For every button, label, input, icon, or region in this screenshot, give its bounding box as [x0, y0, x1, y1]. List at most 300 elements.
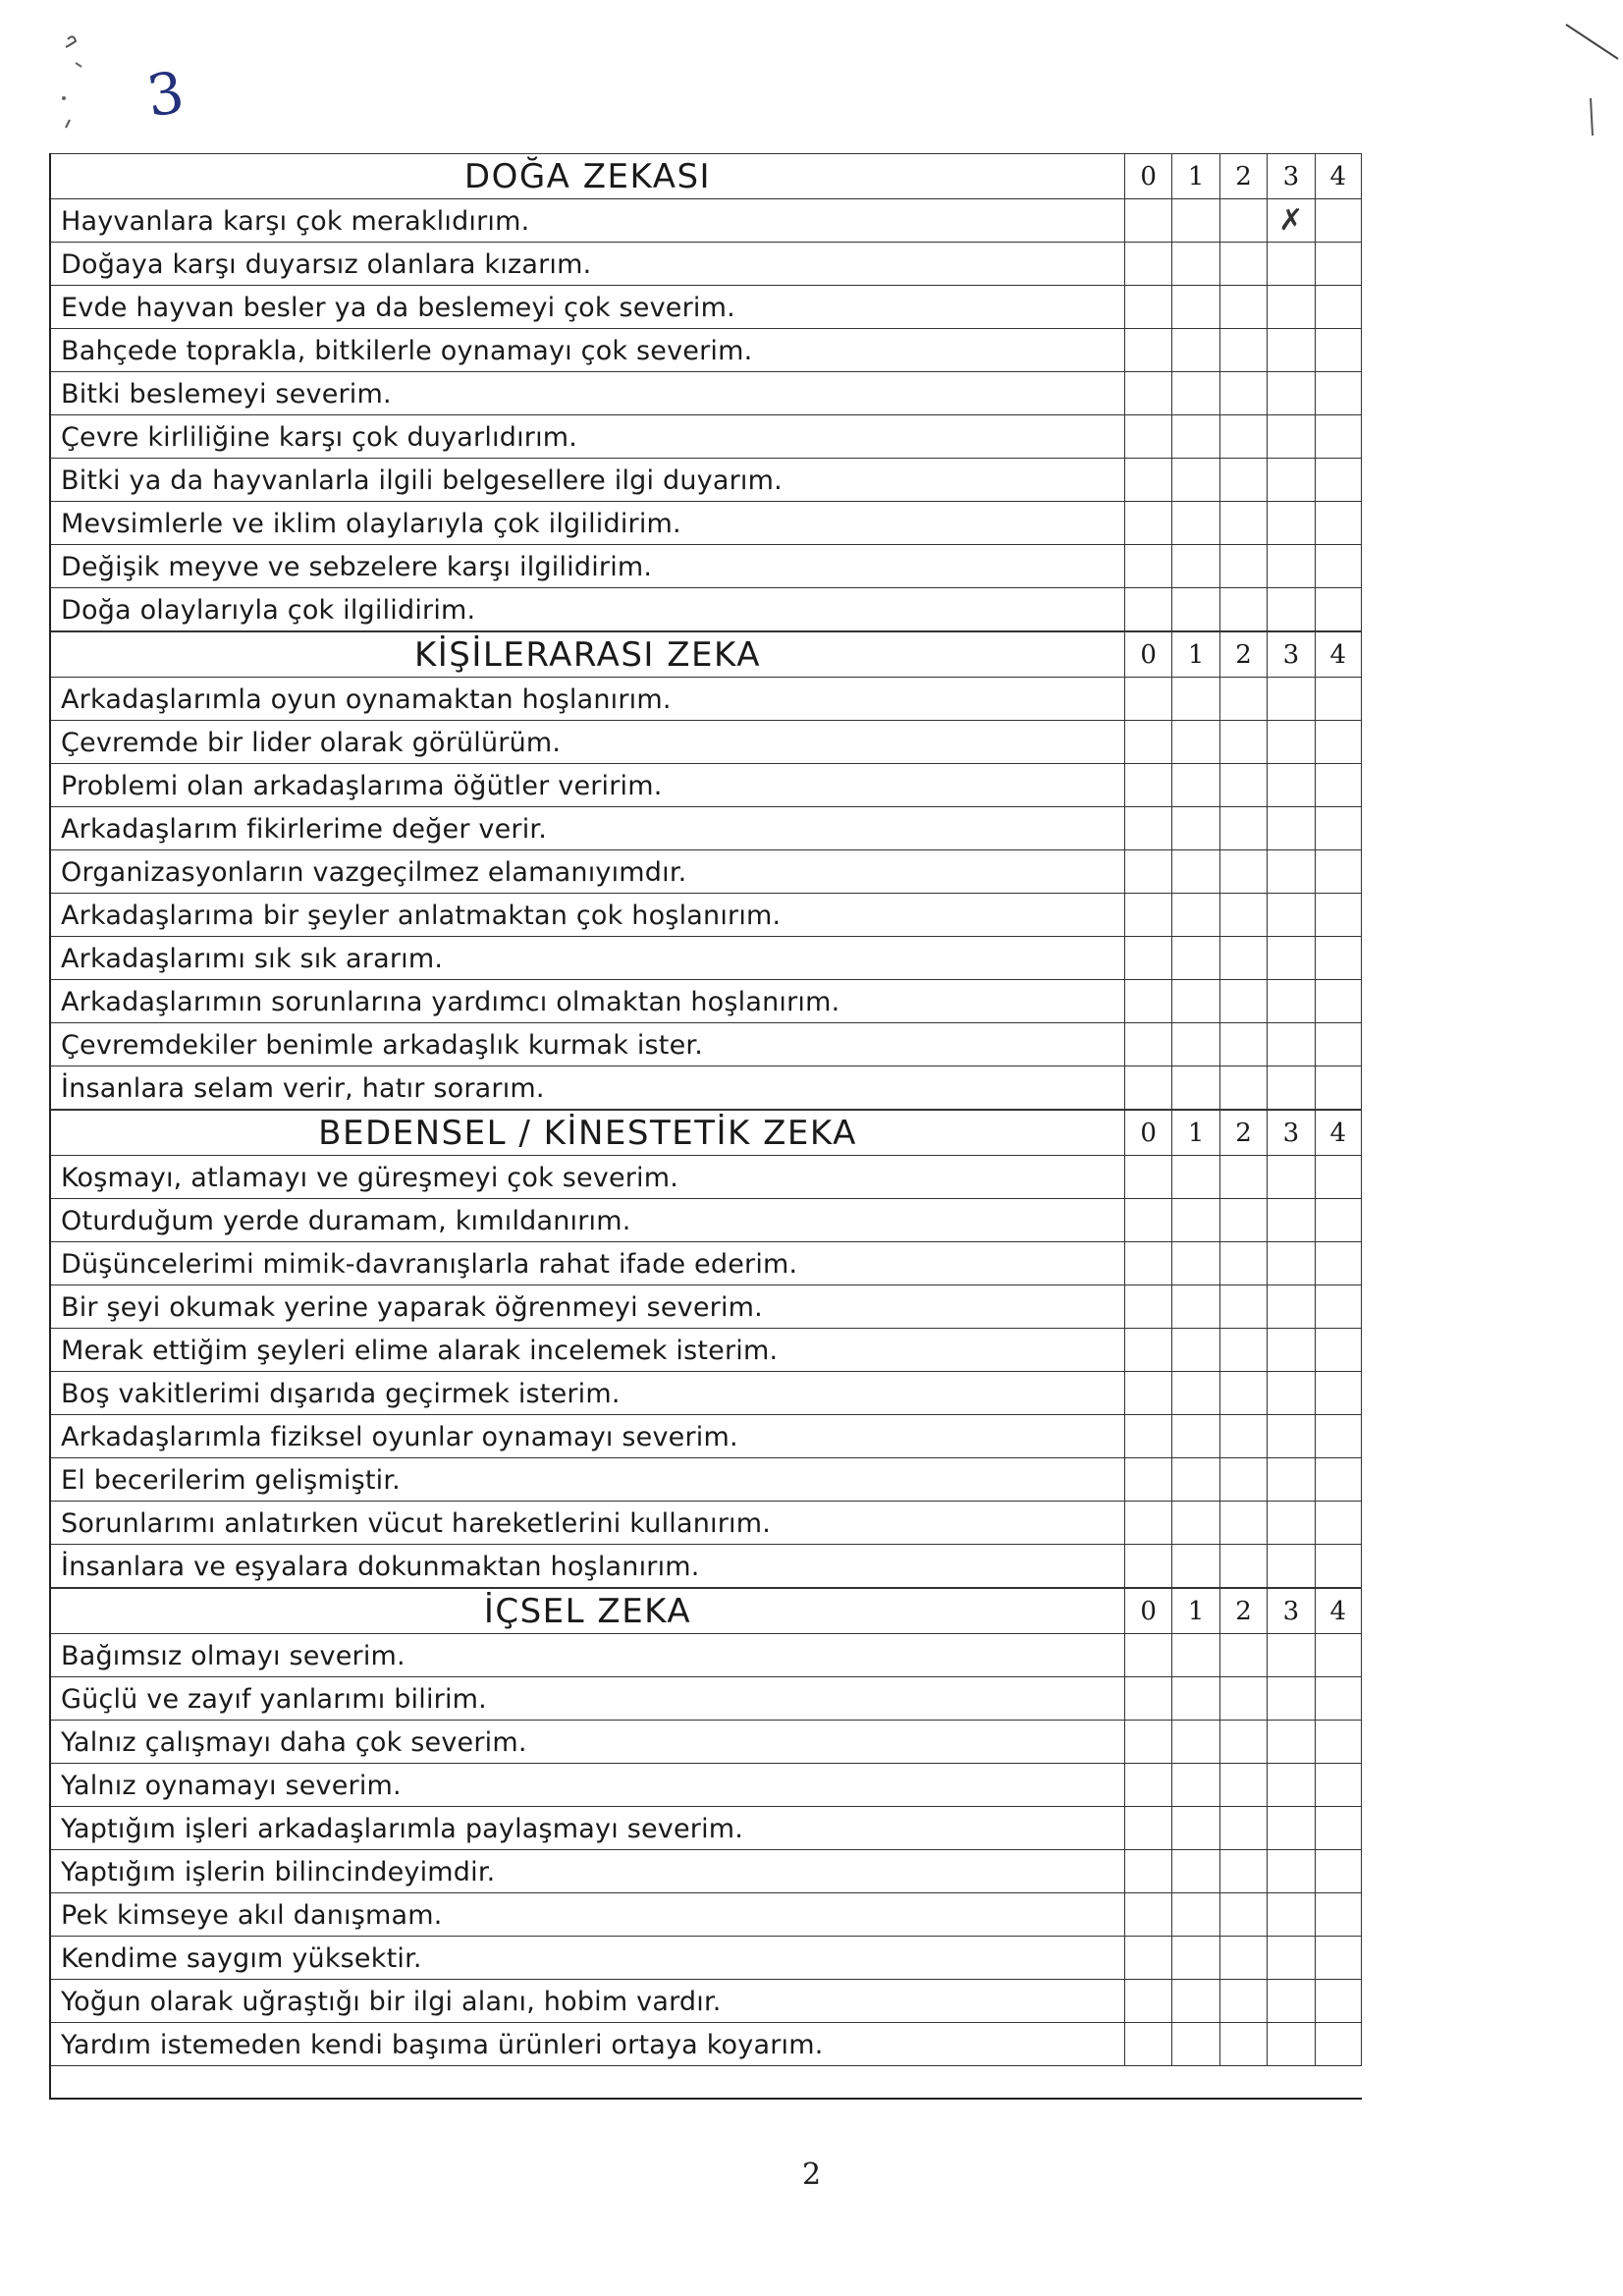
rating-cell-2[interactable]: [1219, 1023, 1267, 1066]
rating-cell-0[interactable]: [1124, 1199, 1171, 1242]
scale-label: 1: [1171, 153, 1218, 199]
rating-cell-4[interactable]: [1315, 1764, 1362, 1807]
rating-cell-3[interactable]: [1267, 1721, 1314, 1764]
rating-cell-1[interactable]: [1171, 937, 1218, 980]
rating-cell-4[interactable]: [1315, 764, 1362, 807]
rating-cell-4[interactable]: [1315, 1502, 1362, 1545]
rating-cell-3[interactable]: [1267, 372, 1314, 415]
rating-cell-2[interactable]: [1219, 1545, 1267, 1588]
rating-cell-4[interactable]: [1315, 1937, 1362, 1980]
rating-cell-2[interactable]: [1219, 1285, 1267, 1329]
statement-row: [51, 588, 1362, 631]
statement-text: Boş vakitlerimi dışarıda geçirmek isterim.: [51, 1372, 1124, 1415]
rating-cell-2[interactable]: [1219, 372, 1267, 415]
rating-cells: [1124, 502, 1362, 545]
rating-cell-2[interactable]: [1219, 721, 1267, 764]
statement-row: [51, 1677, 1362, 1721]
scale-label: 0: [1124, 153, 1171, 199]
statement-row: [51, 329, 1362, 372]
rating-cell-1[interactable]: [1171, 1893, 1218, 1937]
rating-cell-0[interactable]: [1124, 1545, 1171, 1588]
rating-cell-2[interactable]: [1219, 764, 1267, 807]
scale-label: 4: [1315, 1588, 1362, 1634]
rating-cell-2[interactable]: [1219, 415, 1267, 459]
rating-cell-1[interactable]: [1171, 1066, 1218, 1110]
rating-cell-3[interactable]: [1267, 894, 1314, 937]
rating-cell-3[interactable]: [1267, 1156, 1314, 1199]
rating-cell-0[interactable]: [1124, 980, 1171, 1023]
rating-cell-3[interactable]: [1267, 243, 1314, 286]
rating-cell-4[interactable]: [1315, 329, 1362, 372]
rating-cells: [1124, 1372, 1362, 1415]
scale-label: 3: [1267, 631, 1314, 678]
rating-cells: [1124, 545, 1362, 588]
rating-cell-3[interactable]: [1267, 1634, 1314, 1677]
rating-cell-1[interactable]: [1171, 199, 1218, 243]
statement-row: [51, 1458, 1362, 1502]
rating-cell-0[interactable]: [1124, 937, 1171, 980]
rating-cell-3[interactable]: [1267, 721, 1314, 764]
rating-cell-1[interactable]: [1171, 1764, 1218, 1807]
rating-cell-0[interactable]: [1124, 1937, 1171, 1980]
rating-cell-4[interactable]: [1315, 1850, 1362, 1893]
rating-cell-2[interactable]: [1219, 199, 1267, 243]
rating-cell-4[interactable]: [1315, 1415, 1362, 1458]
rating-cell-2[interactable]: [1219, 459, 1267, 502]
rating-cell-0[interactable]: [1124, 1458, 1171, 1502]
rating-cell-2[interactable]: [1219, 1980, 1267, 2023]
rating-cells: [1124, 1199, 1362, 1242]
statement-text: Arkadaşlarıma bir şeyler anlatmaktan çok hoşlanırım.: [51, 894, 1124, 937]
rating-cell-0[interactable]: [1124, 894, 1171, 937]
statement-row: [51, 1285, 1362, 1329]
rating-cell-4[interactable]: [1315, 502, 1362, 545]
rating-cells: [1124, 1807, 1362, 1850]
statement-row: [51, 937, 1362, 980]
rating-cell-1[interactable]: [1171, 1285, 1218, 1329]
rating-cell-2[interactable]: [1219, 1807, 1267, 1850]
statement-text: Doğaya karşı duyarsız olanlara kızarım.: [51, 243, 1124, 286]
rating-cell-2[interactable]: [1219, 1764, 1267, 1807]
section-header-row: [51, 1588, 1362, 1634]
rating-cell-3[interactable]: [1267, 1372, 1314, 1415]
rating-cells: [1124, 1721, 1362, 1764]
statement-row: [51, 1850, 1362, 1893]
rating-cell-2[interactable]: [1219, 2023, 1267, 2066]
rating-cell-4[interactable]: [1315, 1285, 1362, 1329]
section-header-row: [51, 153, 1362, 199]
rating-cell-4[interactable]: [1315, 1023, 1362, 1066]
rating-cell-2[interactable]: [1219, 1502, 1267, 1545]
statement-text: Arkadaşlarımla fiziksel oyunlar oynamayı severim.: [51, 1415, 1124, 1458]
rating-cell-2[interactable]: [1219, 1937, 1267, 1980]
rating-cell-1[interactable]: [1171, 1415, 1218, 1458]
rating-cell-1[interactable]: [1171, 1199, 1218, 1242]
statement-row: [51, 1502, 1362, 1545]
rating-cell-2[interactable]: [1219, 1242, 1267, 1285]
rating-cell-3[interactable]: [1267, 502, 1314, 545]
rating-cell-0[interactable]: [1124, 329, 1171, 372]
rating-cell-2[interactable]: [1219, 1156, 1267, 1199]
statement-row: [51, 1937, 1362, 1980]
statement-text: Oturduğum yerde duramam, kımıldanırım.: [51, 1199, 1124, 1242]
rating-cell-0[interactable]: [1124, 199, 1171, 243]
statement-row: [51, 545, 1362, 588]
statement-row: [51, 1545, 1362, 1588]
rating-cell-0[interactable]: [1124, 243, 1171, 286]
rating-cell-4[interactable]: [1315, 980, 1362, 1023]
statement-row: [51, 764, 1362, 807]
rating-cell-4[interactable]: [1315, 1545, 1362, 1588]
statement-text: Yardım istemeden kendi başıma ürünleri ortaya koyarım.: [51, 2023, 1124, 2066]
rating-cell-4[interactable]: [1315, 1066, 1362, 1110]
rating-cell-1[interactable]: [1171, 459, 1218, 502]
rating-cell-4[interactable]: [1315, 286, 1362, 329]
rating-cell-2[interactable]: [1219, 1721, 1267, 1764]
statement-text: Bahçede toprakla, bitkilerle oynamayı çok severim.: [51, 329, 1124, 372]
rating-cell-4[interactable]: [1315, 1807, 1362, 1850]
statement-text: El becerilerim gelişmiştir.: [51, 1458, 1124, 1502]
statement-row: [51, 894, 1362, 937]
rating-cell-2[interactable]: [1219, 1066, 1267, 1110]
statement-text: Problemi olan arkadaşlarıma öğütler veririm.: [51, 764, 1124, 807]
rating-cell-2[interactable]: [1219, 502, 1267, 545]
survey-section: [51, 1110, 1362, 1588]
rating-cell-0[interactable]: [1124, 1415, 1171, 1458]
statement-text: İnsanlara ve eşyalara dokunmaktan hoşlanırım.: [51, 1545, 1124, 1588]
scale-label: 1: [1171, 1110, 1218, 1156]
rating-cell-1[interactable]: [1171, 1372, 1218, 1415]
statement-row: [51, 243, 1362, 286]
rating-cell-2[interactable]: [1219, 1329, 1267, 1372]
rating-cells: [1124, 415, 1362, 459]
rating-cell-2[interactable]: [1219, 807, 1267, 850]
rating-cell-1[interactable]: [1171, 415, 1218, 459]
rating-cell-1[interactable]: [1171, 980, 1218, 1023]
statement-text: Bir şeyi okumak yerine yaparak öğrenmeyi severim.: [51, 1285, 1124, 1329]
statement-text: Güçlü ve zayıf yanlarımı bilirim.: [51, 1677, 1124, 1721]
rating-cells: [1124, 1415, 1362, 1458]
rating-cells: [1124, 2023, 1362, 2066]
statement-text: Organizasyonların vazgeçilmez elamanıyımdır.: [51, 850, 1124, 894]
rating-cell-1[interactable]: [1171, 1458, 1218, 1502]
rating-cells: [1124, 1893, 1362, 1937]
rating-cell-1[interactable]: [1171, 502, 1218, 545]
scale-label: 3: [1267, 1110, 1314, 1156]
rating-cell-4[interactable]: [1315, 1372, 1362, 1415]
rating-cell-3[interactable]: [1267, 1329, 1314, 1372]
rating-cell-2[interactable]: [1219, 1372, 1267, 1415]
rating-cell-4[interactable]: [1315, 1634, 1362, 1677]
rating-cell-0[interactable]: [1124, 1980, 1171, 2023]
statement-text: Pek kimseye akıl danışmam.: [51, 1893, 1124, 1937]
statement-row: [51, 372, 1362, 415]
rating-cell-1[interactable]: [1171, 243, 1218, 286]
scale-header: [1124, 153, 1362, 199]
survey-section: [51, 1588, 1362, 2066]
scale-label: 2: [1219, 1588, 1267, 1634]
rating-cells: [1124, 199, 1362, 243]
rating-cells: [1124, 937, 1362, 980]
rating-cell-4[interactable]: [1315, 372, 1362, 415]
rating-cell-2[interactable]: [1219, 588, 1267, 631]
rating-cells: [1124, 807, 1362, 850]
rating-cells: [1124, 459, 1362, 502]
rating-cell-3[interactable]: [1267, 1242, 1314, 1285]
statement-row: [51, 1980, 1362, 2023]
scale-label: 0: [1124, 1110, 1171, 1156]
rating-cell-0[interactable]: [1124, 415, 1171, 459]
rating-cell-3[interactable]: [1267, 1066, 1314, 1110]
rating-cell-3[interactable]: [1267, 807, 1314, 850]
rating-cell-3[interactable]: [1267, 2023, 1314, 2066]
rating-cell-4[interactable]: [1315, 1893, 1362, 1937]
rating-cell-3[interactable]: [1267, 1807, 1314, 1850]
rating-cell-2[interactable]: [1219, 678, 1267, 721]
rating-cell-0[interactable]: [1124, 1285, 1171, 1329]
rating-cell-3[interactable]: [1267, 329, 1314, 372]
rating-cell-2[interactable]: [1219, 1415, 1267, 1458]
statement-row: [51, 1023, 1362, 1066]
rating-cell-0[interactable]: [1124, 764, 1171, 807]
survey-table: [49, 153, 1362, 2100]
rating-cell-3[interactable]: [1267, 459, 1314, 502]
statement-text: Çevremde bir lider olarak görülürüm.: [51, 721, 1124, 764]
statement-row: [51, 1721, 1362, 1764]
rating-cells: [1124, 1980, 1362, 2023]
rating-cell-0[interactable]: [1124, 1764, 1171, 1807]
rating-cell-0[interactable]: [1124, 1329, 1171, 1372]
rating-cell-4[interactable]: [1315, 1980, 1362, 2023]
rating-cell-0[interactable]: [1124, 459, 1171, 502]
statement-row: [51, 721, 1362, 764]
rating-cell-0[interactable]: [1124, 678, 1171, 721]
rating-cell-0[interactable]: [1124, 588, 1171, 631]
rating-cell-4[interactable]: [1315, 807, 1362, 850]
rating-cell-1[interactable]: [1171, 286, 1218, 329]
statement-text: Bitki ya da hayvanlarla ilgili belgesellere ilgi duyarım.: [51, 459, 1124, 502]
rating-cell-4[interactable]: [1315, 721, 1362, 764]
rating-cell-1[interactable]: [1171, 1807, 1218, 1850]
rating-cell-0[interactable]: [1124, 1242, 1171, 1285]
rating-cell-1[interactable]: [1171, 678, 1218, 721]
rating-cell-1[interactable]: [1171, 1634, 1218, 1677]
rating-cells: [1124, 1329, 1362, 1372]
statement-row: [51, 1764, 1362, 1807]
rating-cell-1[interactable]: [1171, 372, 1218, 415]
rating-cell-1[interactable]: [1171, 1721, 1218, 1764]
scale-label: 4: [1315, 631, 1362, 678]
rating-cell-1[interactable]: [1171, 588, 1218, 631]
rating-cell-4[interactable]: [1315, 243, 1362, 286]
rating-cell-0[interactable]: [1124, 1850, 1171, 1893]
rating-cell-0[interactable]: [1124, 545, 1171, 588]
rating-cell-1[interactable]: [1171, 1156, 1218, 1199]
rating-cell-1[interactable]: [1171, 545, 1218, 588]
rating-cell-0[interactable]: [1124, 850, 1171, 894]
rating-cell-0[interactable]: [1124, 1634, 1171, 1677]
rating-cell-3[interactable]: [1267, 1502, 1314, 1545]
rating-cell-2[interactable]: [1219, 850, 1267, 894]
rating-cell-4[interactable]: [1315, 199, 1362, 243]
rating-cell-1[interactable]: [1171, 1502, 1218, 1545]
rating-cell-2[interactable]: [1219, 243, 1267, 286]
rating-cell-3[interactable]: [1267, 415, 1314, 459]
rating-cell-0[interactable]: [1124, 721, 1171, 764]
rating-cell-0[interactable]: [1124, 1156, 1171, 1199]
statement-row: [51, 199, 1362, 243]
rating-cell-4[interactable]: [1315, 1156, 1362, 1199]
rating-cell-1[interactable]: [1171, 1937, 1218, 1980]
rating-cell-4[interactable]: [1315, 2023, 1362, 2066]
statement-row: [51, 502, 1362, 545]
statement-text: Yaptığım işleri arkadaşlarımla paylaşmayı severim.: [51, 1807, 1124, 1850]
scale-label: 3: [1267, 1588, 1314, 1634]
statement-text: Sorunlarımı anlatırken vücut hareketlerini kullanırım.: [51, 1502, 1124, 1545]
section-title: İÇSEL ZEKA: [51, 1588, 1124, 1634]
scan-specks: [54, 29, 133, 137]
rating-cell-0[interactable]: [1124, 2023, 1171, 2066]
statement-row: [51, 807, 1362, 850]
rating-cell-3[interactable]: [1267, 588, 1314, 631]
rating-cell-4[interactable]: [1315, 937, 1362, 980]
rating-cells: [1124, 588, 1362, 631]
rating-cell-2[interactable]: [1219, 1850, 1267, 1893]
rating-cell-3[interactable]: [1267, 980, 1314, 1023]
statement-text: Bağımsız olmayı severim.: [51, 1634, 1124, 1677]
rating-cell-2[interactable]: [1219, 329, 1267, 372]
rating-cell-2[interactable]: [1219, 1458, 1267, 1502]
statement-text: İnsanlara selam verir, hatır sorarım.: [51, 1066, 1124, 1110]
rating-cell-1[interactable]: [1171, 1677, 1218, 1721]
rating-cell-1[interactable]: [1171, 1023, 1218, 1066]
rating-cell-1[interactable]: [1171, 764, 1218, 807]
rating-cell-2[interactable]: [1219, 286, 1267, 329]
rating-cell-3[interactable]: [1267, 199, 1314, 243]
rating-cell-2[interactable]: [1219, 980, 1267, 1023]
rating-cell-1[interactable]: [1171, 1242, 1218, 1285]
rating-cell-1[interactable]: [1171, 807, 1218, 850]
rating-cell-3[interactable]: [1267, 1458, 1314, 1502]
rating-cell-0[interactable]: [1124, 502, 1171, 545]
rating-cell-2[interactable]: [1219, 894, 1267, 937]
rating-cell-0[interactable]: [1124, 1807, 1171, 1850]
rating-cell-3[interactable]: [1267, 1980, 1314, 2023]
rating-cell-0[interactable]: [1124, 1721, 1171, 1764]
statement-text: Doğa olaylarıyla çok ilgilidirim.: [51, 588, 1124, 631]
rating-cell-0[interactable]: [1124, 286, 1171, 329]
rating-cell-1[interactable]: [1171, 1980, 1218, 2023]
statement-text: Yoğun olarak uğraştığı bir ilgi alanı, hobim vardır.: [51, 1980, 1124, 2023]
rating-cell-2[interactable]: [1219, 1199, 1267, 1242]
rating-cell-0[interactable]: [1124, 372, 1171, 415]
rating-cell-4[interactable]: [1315, 545, 1362, 588]
rating-cell-2[interactable]: [1219, 1893, 1267, 1937]
rating-cell-3[interactable]: [1267, 1850, 1314, 1893]
rating-cell-3[interactable]: [1267, 1764, 1314, 1807]
rating-cell-3[interactable]: [1267, 1285, 1314, 1329]
rating-cell-1[interactable]: [1171, 721, 1218, 764]
rating-cell-4[interactable]: [1315, 459, 1362, 502]
rating-cell-2[interactable]: [1219, 1677, 1267, 1721]
statement-row: [51, 850, 1362, 894]
rating-cell-1[interactable]: [1171, 1545, 1218, 1588]
rating-cell-3[interactable]: [1267, 545, 1314, 588]
rating-cells: [1124, 1545, 1362, 1588]
rating-cell-4[interactable]: [1315, 850, 1362, 894]
rating-cell-1[interactable]: [1171, 850, 1218, 894]
rating-cell-3[interactable]: [1267, 678, 1314, 721]
rating-cell-1[interactable]: [1171, 1850, 1218, 1893]
rating-cell-0[interactable]: [1124, 1066, 1171, 1110]
statement-row: [51, 1242, 1362, 1285]
rating-cell-4[interactable]: [1315, 588, 1362, 631]
statement-text: Yalnız çalışmayı daha çok severim.: [51, 1721, 1124, 1764]
rating-cell-3[interactable]: [1267, 1545, 1314, 1588]
rating-cell-3[interactable]: [1267, 937, 1314, 980]
rating-cells: [1124, 372, 1362, 415]
rating-cell-3[interactable]: [1267, 850, 1314, 894]
rating-cells: [1124, 1066, 1362, 1110]
statement-row: [51, 415, 1362, 459]
rating-cell-4[interactable]: [1315, 1199, 1362, 1242]
rating-cell-4[interactable]: [1315, 1329, 1362, 1372]
rating-cell-4[interactable]: [1315, 415, 1362, 459]
section-title: KİŞİLERARASI ZEKA: [51, 631, 1124, 678]
statement-text: Koşmayı, atlamayı ve güreşmeyi çok severim.: [51, 1156, 1124, 1199]
scale-label: 4: [1315, 1110, 1362, 1156]
rating-cell-1[interactable]: [1171, 894, 1218, 937]
rating-cell-3[interactable]: [1267, 1415, 1314, 1458]
statement-row: [51, 980, 1362, 1023]
section-header-row: [51, 1110, 1362, 1156]
rating-cell-0[interactable]: [1124, 1372, 1171, 1415]
rating-cell-1[interactable]: [1171, 329, 1218, 372]
rating-cell-3[interactable]: [1267, 1893, 1314, 1937]
rating-cell-0[interactable]: [1124, 1677, 1171, 1721]
rating-cell-3[interactable]: [1267, 1937, 1314, 1980]
rating-cell-0[interactable]: [1124, 1023, 1171, 1066]
rating-cell-3[interactable]: [1267, 1199, 1314, 1242]
rating-cell-4[interactable]: [1315, 894, 1362, 937]
rating-cell-0[interactable]: [1124, 1502, 1171, 1545]
rating-cell-2[interactable]: [1219, 937, 1267, 980]
rating-cell-1[interactable]: [1171, 2023, 1218, 2066]
rating-cell-4[interactable]: [1315, 1458, 1362, 1502]
rating-cells: [1124, 678, 1362, 721]
rating-cells: [1124, 894, 1362, 937]
rating-cell-2[interactable]: [1219, 1634, 1267, 1677]
rating-cells: [1124, 1764, 1362, 1807]
rating-cell-3[interactable]: [1267, 1677, 1314, 1721]
survey-section: [51, 153, 1362, 631]
rating-cell-3[interactable]: [1267, 1023, 1314, 1066]
statement-row: [51, 1807, 1362, 1850]
rating-cell-4[interactable]: [1315, 1721, 1362, 1764]
rating-cell-4[interactable]: [1315, 1677, 1362, 1721]
rating-cell-0[interactable]: [1124, 807, 1171, 850]
rating-cell-2[interactable]: [1219, 545, 1267, 588]
rating-cell-4[interactable]: [1315, 1242, 1362, 1285]
rating-cell-3[interactable]: [1267, 286, 1314, 329]
scale-label: 3: [1267, 153, 1314, 199]
statement-text: Hayvanlara karşı çok meraklıdırım.: [51, 199, 1124, 243]
rating-cell-0[interactable]: [1124, 1893, 1171, 1937]
rating-cell-4[interactable]: [1315, 678, 1362, 721]
rating-cell-1[interactable]: [1171, 1329, 1218, 1372]
rating-cells: [1124, 286, 1362, 329]
rating-cell-3[interactable]: [1267, 764, 1314, 807]
